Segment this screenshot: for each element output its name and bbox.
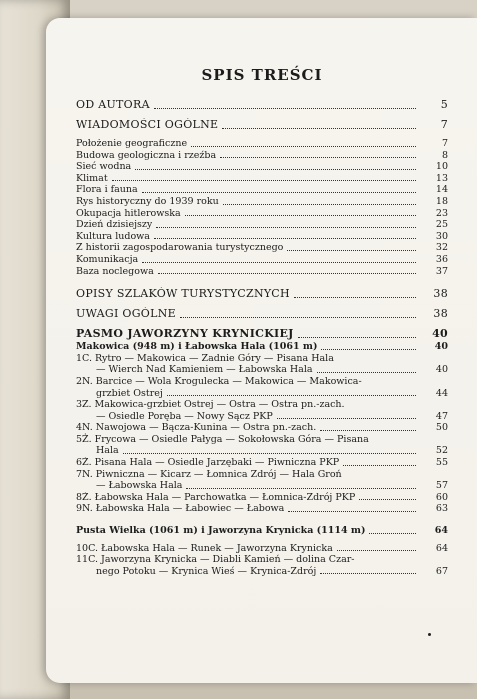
- dot-leader: [191, 145, 416, 147]
- toc-entry-label: Budowa geologiczna i rzeźba: [76, 149, 217, 161]
- toc-entry: [76, 98, 448, 112]
- toc-entry-label: Okupacja hitlerowska: [76, 207, 181, 219]
- toc-entry-label: Makowica (948 m) i Łabowska Hala (1061 m): [76, 341, 318, 353]
- toc-entry: [76, 434, 448, 457]
- toc-entry: [76, 184, 448, 196]
- toc-section-heading: [76, 327, 448, 341]
- toc-entry-label: OD AUTORA: [76, 98, 150, 111]
- toc-entry-label: 3Z. Makowica-grzbiet Ostrej — Ostra — Ostra pn.-zach.: [76, 399, 345, 411]
- toc-entry-label: 10C. Łabowska Hala — Runek — Jaworzyna Krynicka: [76, 542, 333, 554]
- toc-entry: [76, 150, 448, 162]
- toc-entry-page: 47: [435, 410, 448, 422]
- dot-leader: [288, 510, 416, 512]
- page-title: SPIS TREŚCI: [201, 66, 323, 84]
- toc-entry-page: 25: [435, 219, 448, 231]
- toc-entry: [76, 457, 448, 469]
- toc-entry-page: 44: [435, 387, 448, 399]
- toc-entry-page: 40: [432, 327, 448, 341]
- dot-leader: [154, 107, 416, 109]
- toc-entry-label: 6Ż. Pisana Hala — Osiedle Jarzębaki — Piwniczna PKP: [76, 457, 340, 469]
- toc-entry-page: 40: [434, 341, 448, 353]
- dot-leader: [154, 237, 416, 239]
- toc-entry: [76, 266, 448, 278]
- toc-entry-label: 2N. Barcice — Wola Krogulecka — Makowica — Makowica-: [76, 375, 362, 387]
- ink-speck: [428, 633, 431, 636]
- toc-entry-label-continued: nego Potoku — Krynica Wieś — Krynica-Zdrój: [96, 565, 317, 577]
- toc-entry-label: WIADOMOŚCI OGÓLNE: [76, 118, 219, 131]
- toc-entry-page: 7: [440, 118, 448, 131]
- toc-entry: [76, 208, 448, 220]
- toc-entry-label-continued: grzbiet Ostrej: [96, 387, 163, 399]
- dot-leader: [222, 127, 416, 129]
- toc-entry: [76, 173, 448, 185]
- toc-entry: [76, 242, 448, 254]
- toc-entry-label: 4N. Nawojowa — Bącza-Kunina — Ostra pn.-zach.: [76, 422, 317, 434]
- toc-entry: [76, 219, 448, 231]
- toc-entry: [76, 287, 448, 301]
- dot-leader: [185, 214, 416, 216]
- toc-entry-label: 8Ż. Łabowska Hala — Parchowatka — Łomnica-Zdrój PKP: [76, 491, 356, 503]
- toc-entry: [76, 161, 448, 173]
- toc-entry: [76, 543, 448, 555]
- toc-entry-page: 67: [435, 565, 448, 577]
- toc-entry-page: 7: [441, 138, 448, 149]
- toc-entry-page: 18: [435, 195, 448, 207]
- toc-entry-page: 50: [435, 422, 448, 434]
- toc-entry-label: Klimat: [76, 172, 108, 184]
- dot-leader: [112, 179, 416, 181]
- toc-entry-page: 38: [433, 307, 448, 321]
- dot-leader: [343, 464, 416, 466]
- dot-leader: [158, 272, 416, 274]
- toc-entry-label: Położenie geograficzne: [76, 138, 188, 149]
- toc-entry-label: Rys historyczny do 1939 roku: [76, 195, 219, 207]
- toc-entry: [76, 254, 448, 266]
- dot-leader: [277, 417, 416, 419]
- toc-entry-label: Komunikacja: [76, 253, 139, 265]
- toc-entry-label: OPISY SZLAKÓW TURYSTYCZNYCH: [76, 287, 290, 301]
- toc-entry-label: 5Ż. Frycowa — Osiedle Pałyga — Sokołowska Góra — Pisana: [76, 433, 369, 445]
- toc-entry-page: 14: [435, 184, 448, 196]
- toc-entry: [76, 503, 448, 515]
- toc-entry-page: 38: [433, 287, 448, 301]
- toc-entry-page: 8: [441, 149, 448, 161]
- toc-entry-page: 57: [435, 480, 448, 492]
- dot-leader: [287, 249, 416, 251]
- toc-entry-label: Z historii zagospodarowania turystycznego: [76, 242, 284, 254]
- toc-entry: [76, 399, 448, 422]
- toc-entry: [76, 138, 448, 150]
- dot-leader: [186, 487, 416, 489]
- toc-entry-label-continued: — Łabowska Hala: [96, 480, 183, 492]
- toc-subsection-heading: [76, 525, 448, 537]
- toc-entry-label: Flora i fauna: [76, 184, 138, 196]
- toc-entry-label: 7N. Piwniczna — Kicarz — Łomnica Zdrój — Hala Groń: [76, 468, 342, 480]
- toc-entry-label: Pusta Wielka (1061 m) i Jaworzyna Krynicka (1114 m): [76, 525, 366, 537]
- toc-entry-page: 5: [440, 98, 448, 111]
- dot-leader: [359, 498, 416, 500]
- toc-entry: [76, 118, 448, 132]
- toc-entry-page: 52: [435, 445, 448, 457]
- toc-entry-label: PASMO JAWORZYNY KRYNICKIEJ: [76, 327, 294, 341]
- dot-leader: [321, 348, 416, 350]
- table-of-contents: [76, 66, 448, 577]
- toc-entry-label: Baza noclegowa: [76, 265, 154, 277]
- toc-entry-page: 10: [435, 161, 448, 173]
- toc-entry-page: 60: [435, 491, 448, 503]
- toc-entry-label: 9N. Łabowska Hala — Łabowiec — Łabowa: [76, 503, 285, 515]
- toc-entry: [76, 196, 448, 208]
- toc-entry-label-continued: Hala: [96, 445, 119, 457]
- toc-entry-label: Kultura ludowa: [76, 230, 150, 242]
- dot-leader: [223, 203, 416, 205]
- dot-leader: [123, 452, 416, 454]
- toc-entry-label: 1C. Rytro — Makowica — Zadnie Góry — Pisana Hala: [76, 352, 334, 364]
- toc-entry: [76, 307, 448, 321]
- dot-leader: [320, 572, 416, 574]
- dot-leader: [220, 156, 416, 158]
- toc-subsection-heading: [76, 341, 448, 353]
- toc-entry: [76, 353, 448, 376]
- dot-leader: [337, 549, 416, 551]
- toc-entry-page: 40: [435, 364, 448, 376]
- dot-leader: [180, 316, 416, 318]
- toc-entry-page: 30: [435, 230, 448, 242]
- toc-entry-page: 36: [435, 253, 448, 265]
- dot-leader: [320, 429, 416, 431]
- toc-entry-label: Dzień dzisiejszy: [76, 219, 153, 231]
- toc-entry-page: 63: [435, 503, 448, 515]
- toc-entry: [76, 492, 448, 504]
- toc-entry: [76, 422, 448, 434]
- toc-entry-page: 32: [435, 242, 448, 254]
- toc-entry: [76, 231, 448, 243]
- toc-entry-label: Sieć wodna: [76, 161, 132, 173]
- dot-leader: [369, 532, 416, 534]
- toc-entry: [76, 554, 448, 577]
- dot-leader: [298, 336, 416, 338]
- dot-leader: [142, 191, 416, 193]
- dot-leader: [294, 296, 416, 298]
- dot-leader: [317, 371, 416, 373]
- toc-entry-page: 64: [434, 525, 448, 537]
- toc-entry: [76, 376, 448, 399]
- dot-leader: [167, 394, 416, 396]
- toc-entry-page: 64: [435, 542, 448, 554]
- dot-leader: [142, 261, 416, 263]
- toc-entry: [76, 469, 448, 492]
- dot-leader: [156, 226, 416, 228]
- toc-entry-page: 55: [435, 457, 448, 469]
- toc-entry-page: 37: [435, 265, 448, 277]
- toc-entry-label-continued: — Osiedle Poręba — Nowy Sącz PKP: [96, 410, 273, 422]
- toc-entry-label: UWAGI OGÓLNE: [76, 307, 176, 321]
- dot-leader: [135, 168, 416, 170]
- toc-entry-page: 13: [435, 172, 448, 184]
- toc-entry-label: 11C. Jaworzyna Krynicka — Diabli Kamień — dolina Czar-: [76, 554, 355, 566]
- toc-entry-label-continued: — Wierch Nad Kamieniem — Łabowska Hala: [96, 364, 313, 376]
- toc-entry-page: 23: [435, 207, 448, 219]
